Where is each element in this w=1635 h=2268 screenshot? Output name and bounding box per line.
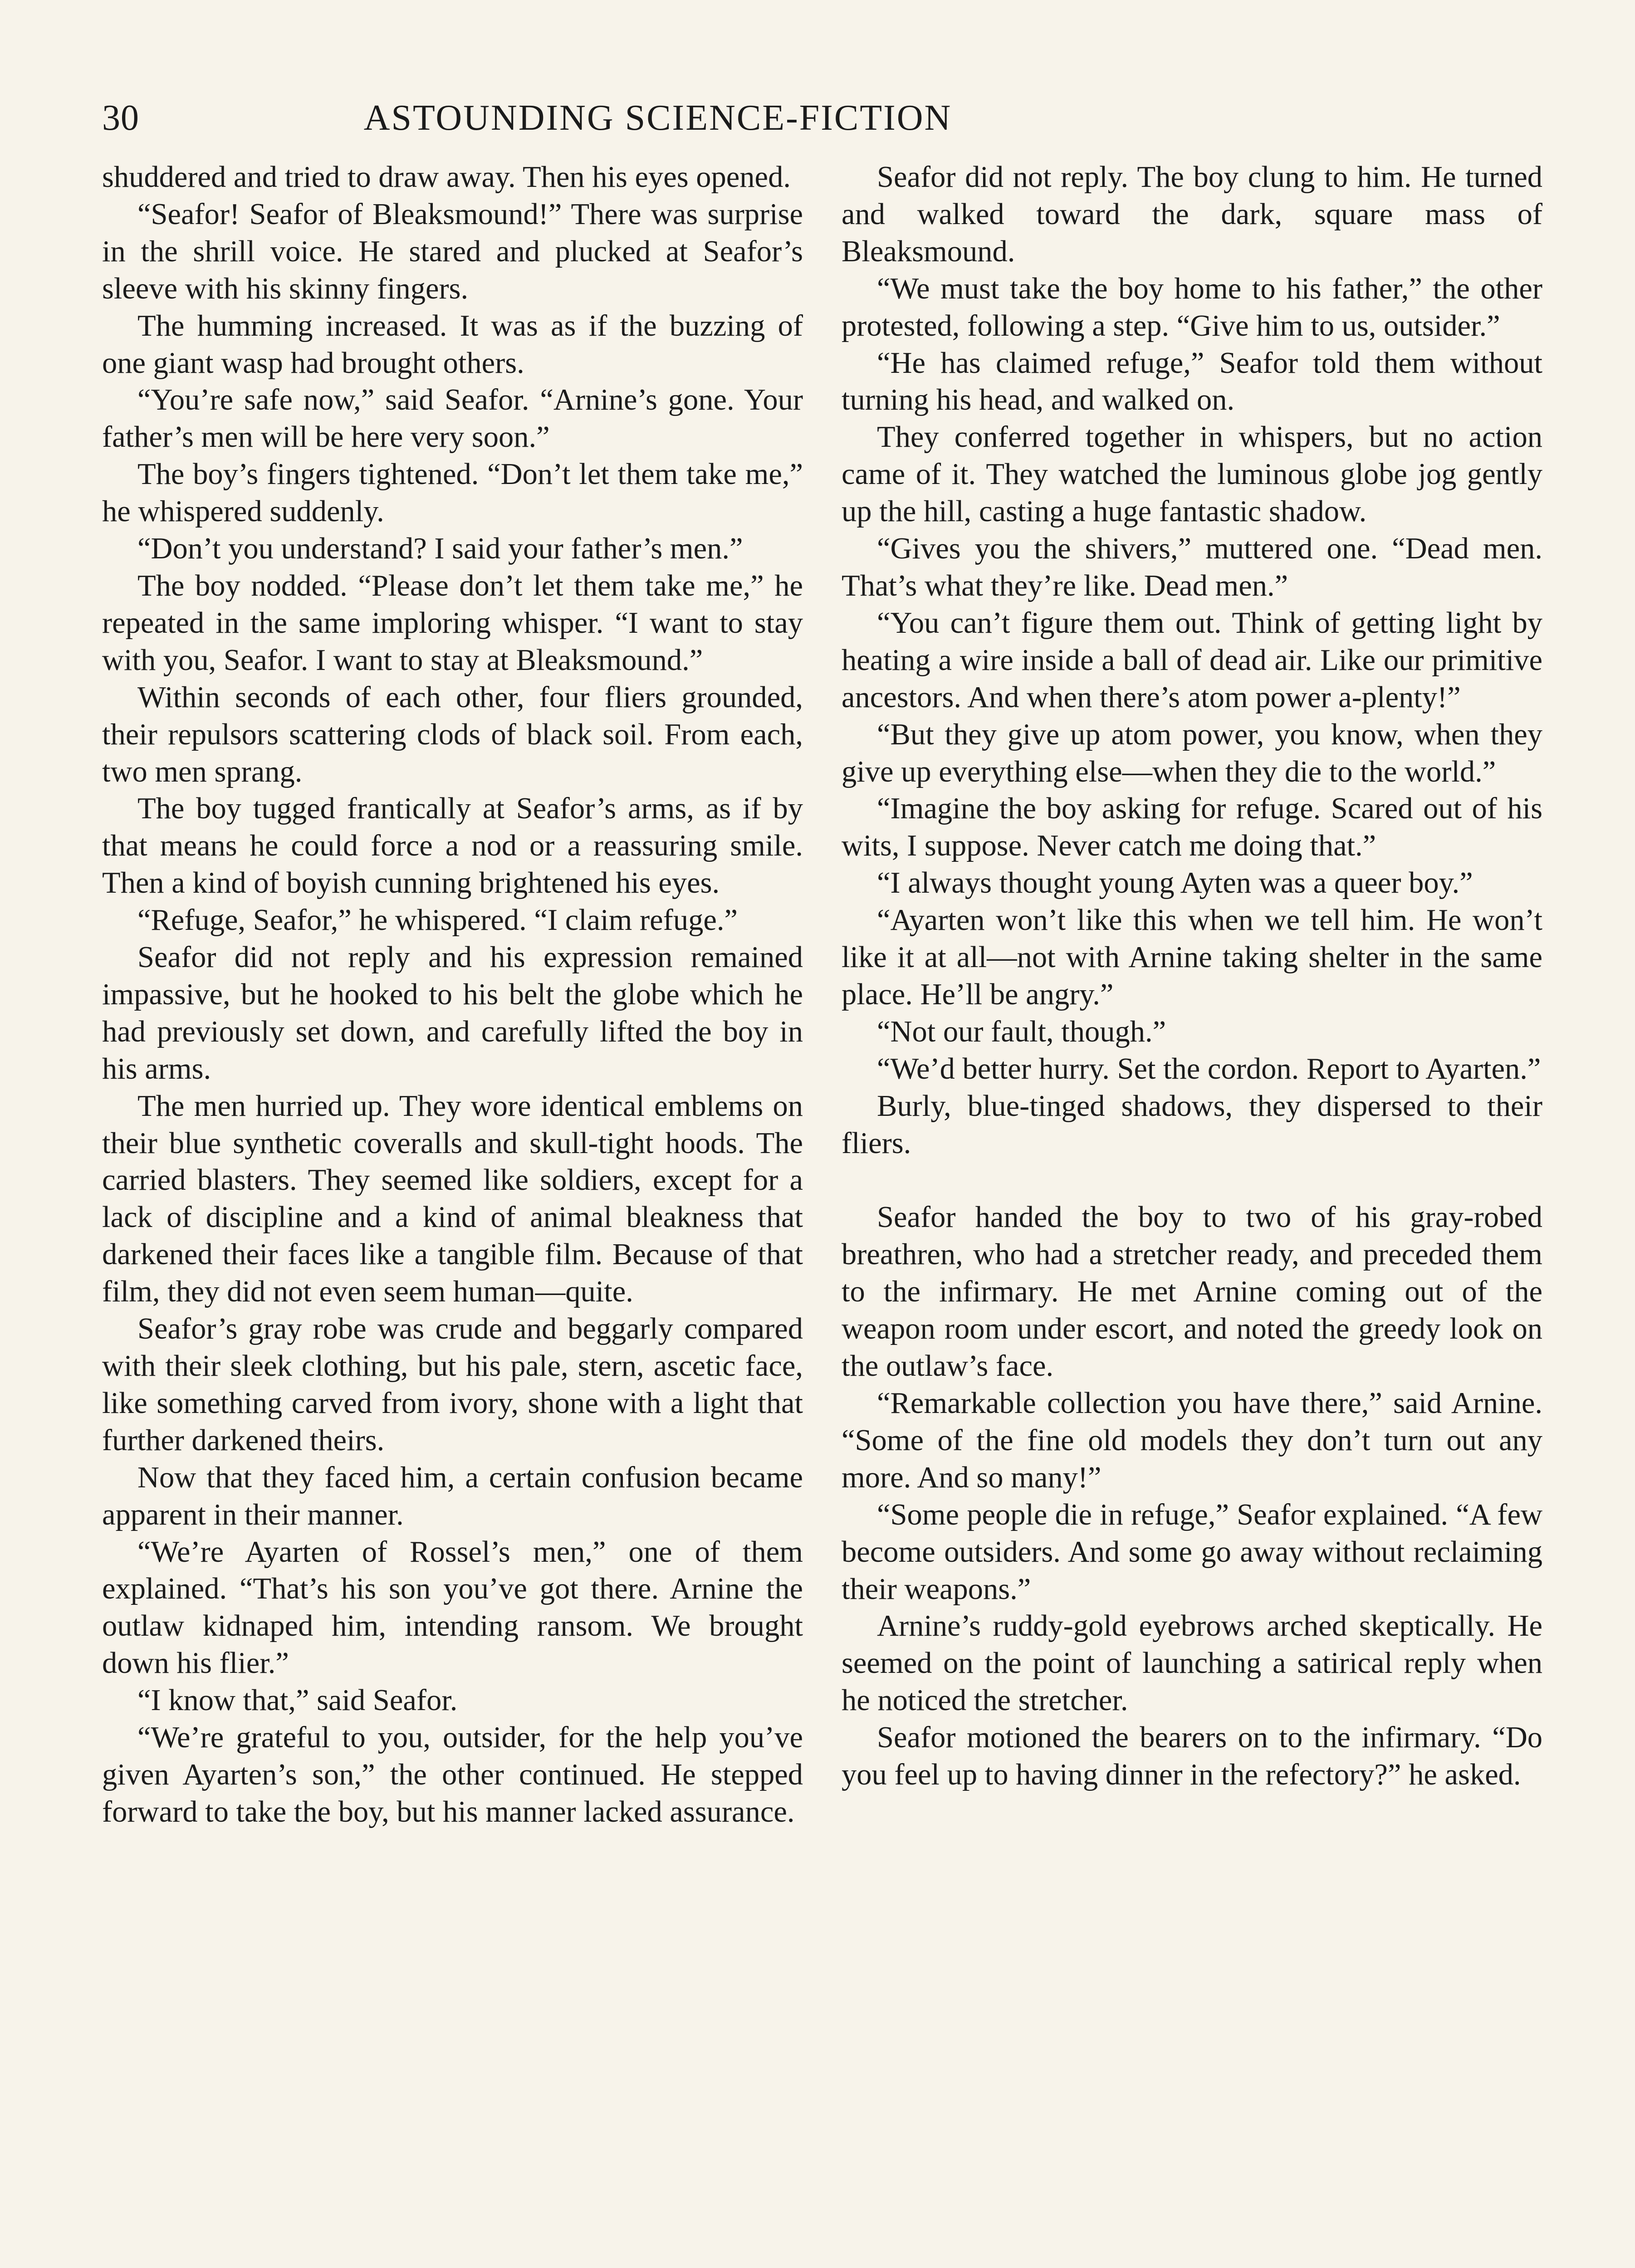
paragraph: The boy nodded. “Please don’t let them take me,” he repeated in the same imploring whisper. “I want to stay with you, Seafor. I want to stay at Bleaksmound.”: [102, 569, 803, 677]
paragraph: Within seconds of each other, four fliers grounded, their repulsors scattering clods of black soil. From each, two men sprang.: [102, 680, 803, 788]
paragraph: shuddered and tried to draw away. Then his eyes opened.: [102, 161, 791, 194]
magazine-title: ASTOUNDING SCIENCE-FICTION: [363, 98, 952, 138]
paragraph: “I know that,” said Seafor.: [137, 1684, 458, 1717]
paragraph: “Gives you the shivers,” muttered one. “Dead men. That’s what they’re like. Dead men.”: [842, 532, 1542, 602]
paragraph: Now that they faced him, a certain confusion became apparent in their manner.: [102, 1461, 803, 1531]
paragraph: Seafor motioned the bearers on to the infirmary. “Do you feel up to having dinner in the refectory?” he asked.: [842, 1721, 1542, 1792]
paragraph: The humming increased. It was as if the buzzing of one giant wasp had brought others.: [102, 309, 803, 380]
right-column: [842, 159, 1542, 2268]
paragraph: “Refuge, Seafor,” he whispered. “I claim refuge.”: [137, 904, 738, 937]
paragraph: Seafor handed the boy to two of his gray-robed breathren, who had a stretcher ready, and preceded them to the infirmary. He met Arnine coming out of the weapon room under escort, and noted the greedy look on the outlaw’s face.: [842, 1201, 1542, 1383]
paragraph: The men hurried up. They wore identical emblems on their blue synthetic coveralls and skull-tight hoods. The carried blasters. They seemed like soldiers, except for a lack of discipline and a kind of animal bleakness that darkened their faces like a tangible film. Because of that film, they did not even seem human—quite.: [102, 1089, 803, 1309]
paragraph: “Seafor! Seafor of Bleaksmound!” There was surprise in the shrill voice. He stared and plucked at Seafor’s sleeve with his skinny fingers.: [102, 197, 803, 305]
paragraph: Arnine’s ruddy-gold eyebrows arched skeptically. He seemed on the point of launching a satirical reply when he noticed the stretcher.: [842, 1609, 1542, 1717]
paragraph: Seafor did not reply. The boy clung to him. He turned and walked toward the dark, square mass of Bleaksmound.: [842, 161, 1542, 268]
paragraph: “We’d better hurry. Set the cordon. Report to Ayarten.”: [877, 1052, 1541, 1085]
paragraph: They conferred together in whispers, but no action came of it. They watched the luminous globe jog gently up the hill, casting a huge fantastic shadow.: [842, 420, 1542, 528]
paragraph: “Don’t you understand? I said your father’s men.”: [137, 532, 743, 566]
left-column: [102, 159, 803, 2268]
paragraph: Seafor did not reply and his expression remained impassive, but he hooked to his belt the globe which he had previously set down, and carefully lifted the boy in his arms.: [102, 941, 803, 1085]
paragraph: “Ayarten won’t like this when we tell him. He won’t like it at all—not with Arnine taking shelter in the same place. He’ll be angry.”: [842, 904, 1542, 1011]
paragraph: The boy’s fingers tightened. “Don’t let them take me,” he whispered suddenly.: [102, 458, 803, 528]
paragraph: “I always thought young Ayten was a queer boy.”: [877, 866, 1473, 900]
paragraph: “We’re grateful to you, outsider, for the help you’ve given Ayarten’s son,” the other continued. He stepped forward to take the boy, but his manner lacked assurance.: [102, 1721, 803, 1828]
paragraph: “He has claimed refuge,” Seafor told them without turning his head, and walked on.: [842, 346, 1542, 417]
paragraph: “You can’t figure them out. Think of getting light by heating a wire inside a ball of dead air. Like our primitive ancestors. And when there’s atom power a-plenty!”: [842, 606, 1542, 714]
paragraph: “Remarkable collection you have there,” said Arnine. “Some of the fine old models they don’t turn out any more. And so many!”: [842, 1387, 1542, 1494]
page-number: 30: [102, 98, 139, 138]
page-header: [102, 95, 1214, 145]
paragraph: “Not our fault, though.”: [877, 1015, 1166, 1048]
paragraph: Burly, blue-tinged shadows, they dispersed to their fliers.: [842, 1089, 1542, 1160]
paragraph: “You’re safe now,” said Seafor. “Arnine’s gone. Your father’s men will be here very soon.”: [102, 383, 803, 454]
paragraph: “We’re Ayarten of Rossel’s men,” one of them explained. “That’s his son you’ve got there. Arnine the outlaw kidnaped him, intending ransom. We brought down his flier.”: [102, 1535, 803, 1680]
paragraph: “Some people die in refuge,” Seafor explained. “A few become outsiders. And some go away without reclaiming their weapons.”: [842, 1498, 1542, 1606]
paragraph: The boy tugged frantically at Seafor’s arms, as if by that means he could force a nod or a reassuring smile. Then a kind of boyish cunning brightened his eyes.: [102, 792, 803, 900]
section-break: [842, 1162, 1542, 1199]
paragraph: “But they give up atom power, you know, when they give up everything else—when they die to the world.”: [842, 718, 1542, 788]
paragraph: Seafor’s gray robe was crude and beggarly compared with their sleek clothing, but his pale, stern, ascetic face, like something carved from ivory, shone with a light that further darkened theirs.: [102, 1312, 803, 1457]
paragraph: “We must take the boy home to his father,” the other protested, following a step. “Give him to us, outsider.”: [842, 272, 1542, 342]
paragraph: “Imagine the boy asking for refuge. Scared out of his wits, I suppose. Never catch me doing that.”: [842, 792, 1542, 863]
